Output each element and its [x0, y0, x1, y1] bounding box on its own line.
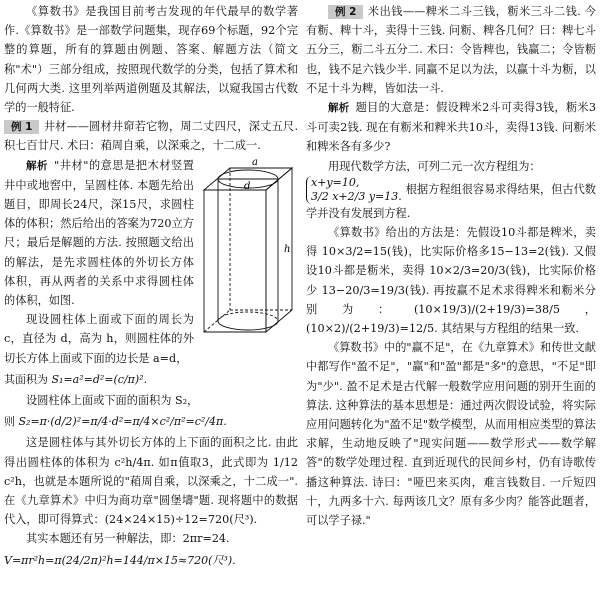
formula-s2-prefix: 则	[4, 415, 15, 429]
solution-2	[306, 98, 596, 157]
equation-system	[306, 176, 596, 223]
example-2-text: 米出钱——粺米二斗三钱，粝米三斗二钱. 今有粝、粺十斗，卖得十三钱. 问粝、粺各几何？曰：粺七斗五分三，粝二斗五分二. 术曰：令皆粺也，钱赢二；令皆粝也，钱不足六钱少半. 同赢不足以为法，以赢十斗为粝，以不足十斗为粺，皆如法一斗.	[306, 5, 596, 95]
formula-s1	[4, 370, 298, 389]
right-column	[306, 2, 596, 530]
formula-s2	[4, 412, 298, 431]
solution-2-text: 题目的大意是：假设粺米2斗可卖得3钱，粝米3斗可卖2钱. 现在有粝米和粺米共10斗，卖得13钱. 问粝米和粺米各有多少?	[306, 101, 597, 154]
solution-2-label: 解析	[328, 102, 350, 115]
label-d: d	[244, 180, 251, 192]
equation-line-2: 3/2 x+2/3 y=13.	[311, 189, 402, 203]
cylinder-in-prism-diagram	[200, 156, 296, 338]
example-2	[306, 2, 596, 98]
paragraph-given-method: 《算数书》给出的方法是：先假设10斗都是粺米，卖得 10×3/2=15(钱)，比实际价格多15−13=2(钱). 又假设10斗都是粝米，卖得 10×2/3=20/3(钱)，比实际价格少 13−20/3=19/3(钱). 再按赢不足术求得粺米和粝米分别为：(10×19/3)/(2+19/3)=38/5，(10×2)/(2+19/3)=12/5. 其结果与方程组的结果一致.	[306, 226, 596, 336]
example-2-label: 例 2	[328, 5, 363, 19]
formula-volume	[4, 551, 298, 570]
formula-s1-body: S₁=a²=d²=(c/π)².	[51, 372, 148, 386]
example-1-text: 井材——圆材井窌若它物，周二丈四尺，深丈五尺. 积七百廿尺. 术曰：葙周自乘，以深乘之，十二成一.	[4, 120, 298, 153]
left-column	[4, 2, 298, 572]
paragraph-setup: 现设圆柱体上面或下面的周长为 c，直径为 d，高为 h，则圆柱体的外切长方体上面或下面的边长是 a=d，	[4, 313, 194, 365]
paragraph-alt-method: 其实本题还有另一种解法，即：2πr=24.	[26, 532, 230, 546]
paragraph-surplus-deficit: 《算数书》中的"赢不足"，在《九章算术》和传世文献中都写作"盈不足"，"赢"和"盈"都是"多"的意思，"不足"即为"少". 盈不足术是古代解一般数学应用问题的别开生面的算法. 这种算法的基本思想是：通过两次假设试验，将实际应用问题转化为"盈不足"数学模型，从而用相应类型的算法求解，生动地反映了"现实问题——数学形式——数学解答"的数学处理过程. 直到近现代的民间乡村，仍有诗歌传播这种算法. 诗曰："哑巴来买肉，难言钱数目. 一斤短四十，九两多十六. 每两该几文？原有多少肉？能答此题者，可以学子禄."	[306, 341, 596, 528]
example-1-label: 例 1	[4, 120, 39, 134]
cylinder-bottom-hidden-arc	[218, 312, 278, 321]
solution-1-text: "井材"的意思是把木材竖置井中或地窖中，呈圆柱体. 本题先给出题目，即周长24尺，深15尺，求圆柱体的体积；然后给出的答案为720立方尺；最后是解题的方法. 按照题文给出的解法，是先求圆柱体的外切长方体体积，再从两者的关系中求得圆柱体的体积，如图.	[4, 158, 194, 308]
equation-brace	[306, 176, 402, 204]
label-h: h	[284, 243, 291, 255]
equation-line-1: x+y=10,	[311, 175, 360, 189]
prism-front-face	[204, 190, 266, 332]
solution-1-label: 解析	[26, 159, 49, 172]
paragraph-system-intro: 用现代数学方法，可列二元一次方程组为：	[328, 159, 541, 173]
formula-s2-body: S₂=π·(d/2)²=π/4·d²=π/4×c²/π²=c²/4π.	[18, 415, 227, 429]
intro-paragraph: 《算数书》是我国目前考古发现的年代最早的数学著作.《算数书》是一部数学问题集，现存69个标题，92个完整的算题，所有的算题由例题、答案、解题方法（简文称"术"）三部分组成，按照现代数学的分类，包括了算术和几何两大类. 这里列举两道例题及其解法，以窥我国古代数学的一般特征.	[4, 5, 298, 115]
example-1	[4, 117, 298, 155]
label-a: a	[252, 156, 258, 168]
prism-hidden-edge	[204, 310, 230, 332]
cylinder-figure	[200, 156, 296, 338]
paragraph-volume: 这是圆柱体与其外切长方体的上下面的面积之比. 由此得出圆柱体的体积为 c²h/4π. 如π值取3，此式即为 1/12 c²h，也就是本题所说的"葙周自乘，以深乘之，十二成一". 在《九章算术》中归为商功章"圆堡壔"题. 现将题中的数据代入，即可得算式：(24×24×15)÷12=720(尺³).	[4, 436, 298, 527]
cylinder-bottom-arc	[218, 321, 278, 330]
formula-volume-body: V=πr²h=π(24/2π)²h=144/π×15≈720(尺³).	[4, 553, 236, 567]
system-after-text: 根据方程组很容易求得结果，但古代数学并没有发展到方程.	[306, 182, 596, 220]
paragraph-s2-intro: 设圆柱体上面或下面的面积为 S₂，	[26, 394, 199, 408]
formula-s1-prefix: 其面积为	[4, 372, 48, 386]
